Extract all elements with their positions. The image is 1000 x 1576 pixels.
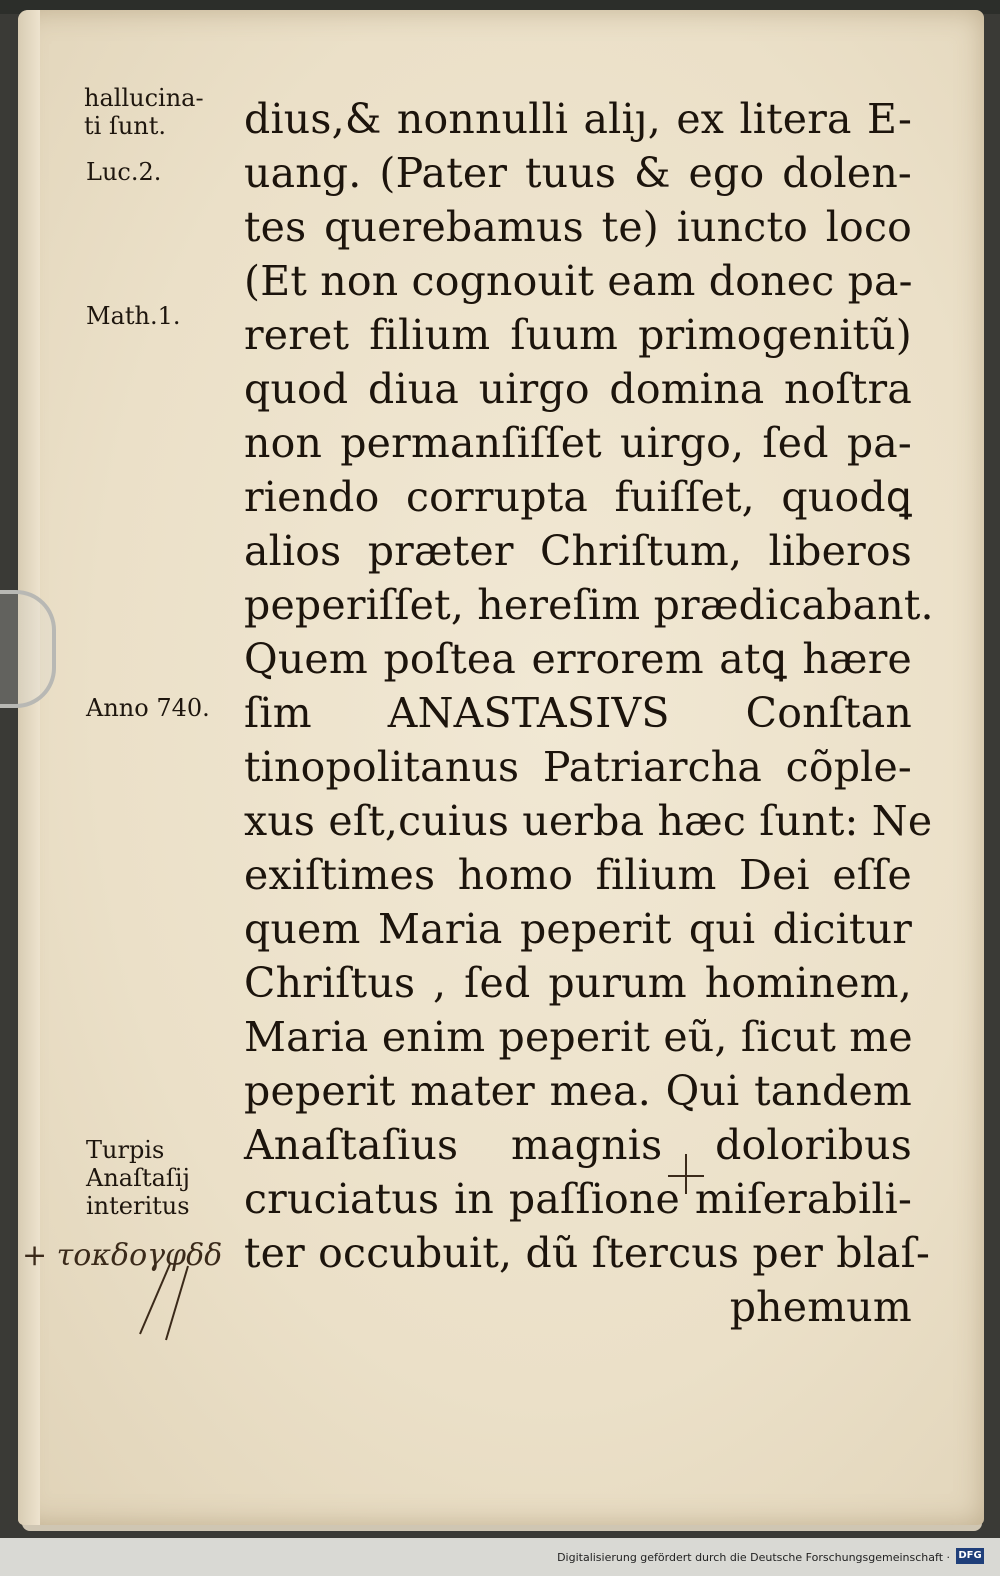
text-line: alios præter Chriſtum, liberos [244, 527, 912, 575]
handwritten-annotation: + τοκδογφδδ [22, 1238, 223, 1273]
margin-note-line: Anaſtaſij [86, 1164, 190, 1192]
text-line: non permanſiſſet uirgo, ſed pa- [244, 419, 912, 467]
page-clip [0, 590, 56, 708]
dfg-logo: DFG [956, 1548, 984, 1564]
margin-note-hallucinati [84, 84, 204, 140]
text-line: quod diua uirgo domina noſtra [244, 365, 912, 413]
text-line: (Et non cognouit eam donec pa- [244, 257, 913, 305]
margin-note-line: interitus [86, 1192, 190, 1220]
margin-note-line: Turpis [86, 1136, 165, 1164]
catchword: phemum [729, 1283, 912, 1331]
digitization-credit: Digitalisierung gefördert durch die Deutsche Forschungsgemeinschaft · [557, 1551, 950, 1564]
text-line: cruciatus in paſſione miſerabili- [244, 1175, 912, 1223]
text-line: exiſtimes homo filium Dei eſſe [244, 851, 912, 899]
text-line: ter occubuit, dũ ſtercus per blaſ- [244, 1229, 931, 1277]
text-line: tes querebamus te) iuncto loco [244, 203, 912, 251]
text-line: Maria enim peperit eũ, ſicut me [244, 1013, 913, 1061]
ink-stroke-mark [130, 1262, 200, 1342]
text-line: peperit mater mea. Qui tandem [244, 1067, 912, 1115]
text-line: reret filium ſuum primogenitũ) [244, 311, 912, 359]
text-line: ſim ANASTASIVS Conſtan [244, 689, 912, 737]
text-line: peperiſſet, hereſim prædicabant. [244, 581, 934, 629]
text-line: xus eſt,cuius uerba hæc ſunt: Ne [244, 797, 933, 845]
text-line: tinopolitanus Patriarcha cõple- [244, 743, 912, 791]
main-text-block [244, 92, 934, 1334]
margin-note-turpis [86, 1136, 190, 1220]
text-line: riendo corrupta fuiſſet, quodꝗ [244, 473, 912, 521]
margin-note-anno: Anno 740. [86, 694, 210, 722]
page-gutter-shadow [18, 10, 40, 1525]
text-line: dius,& nonnulli aliȷ, ex litera E- [244, 95, 912, 143]
margin-note-math: Math.1. [86, 302, 181, 330]
margin-note-line: hallucina- [84, 84, 204, 112]
text-line: Quem poſtea errorem atꝗ hære [244, 635, 912, 683]
text-line: uang. (Pater tuus & ego dolen- [244, 149, 912, 197]
text-line: Chriſtus , ſed purum hominem, [244, 959, 912, 1007]
text-line: Anaſtaſius magnis doloribus [244, 1121, 912, 1169]
margin-note-luc: Luc.2. [86, 158, 162, 186]
margin-note-line: ti ſunt. [84, 112, 167, 140]
text-line: quem Maria peperit qui dicitur [244, 905, 912, 953]
